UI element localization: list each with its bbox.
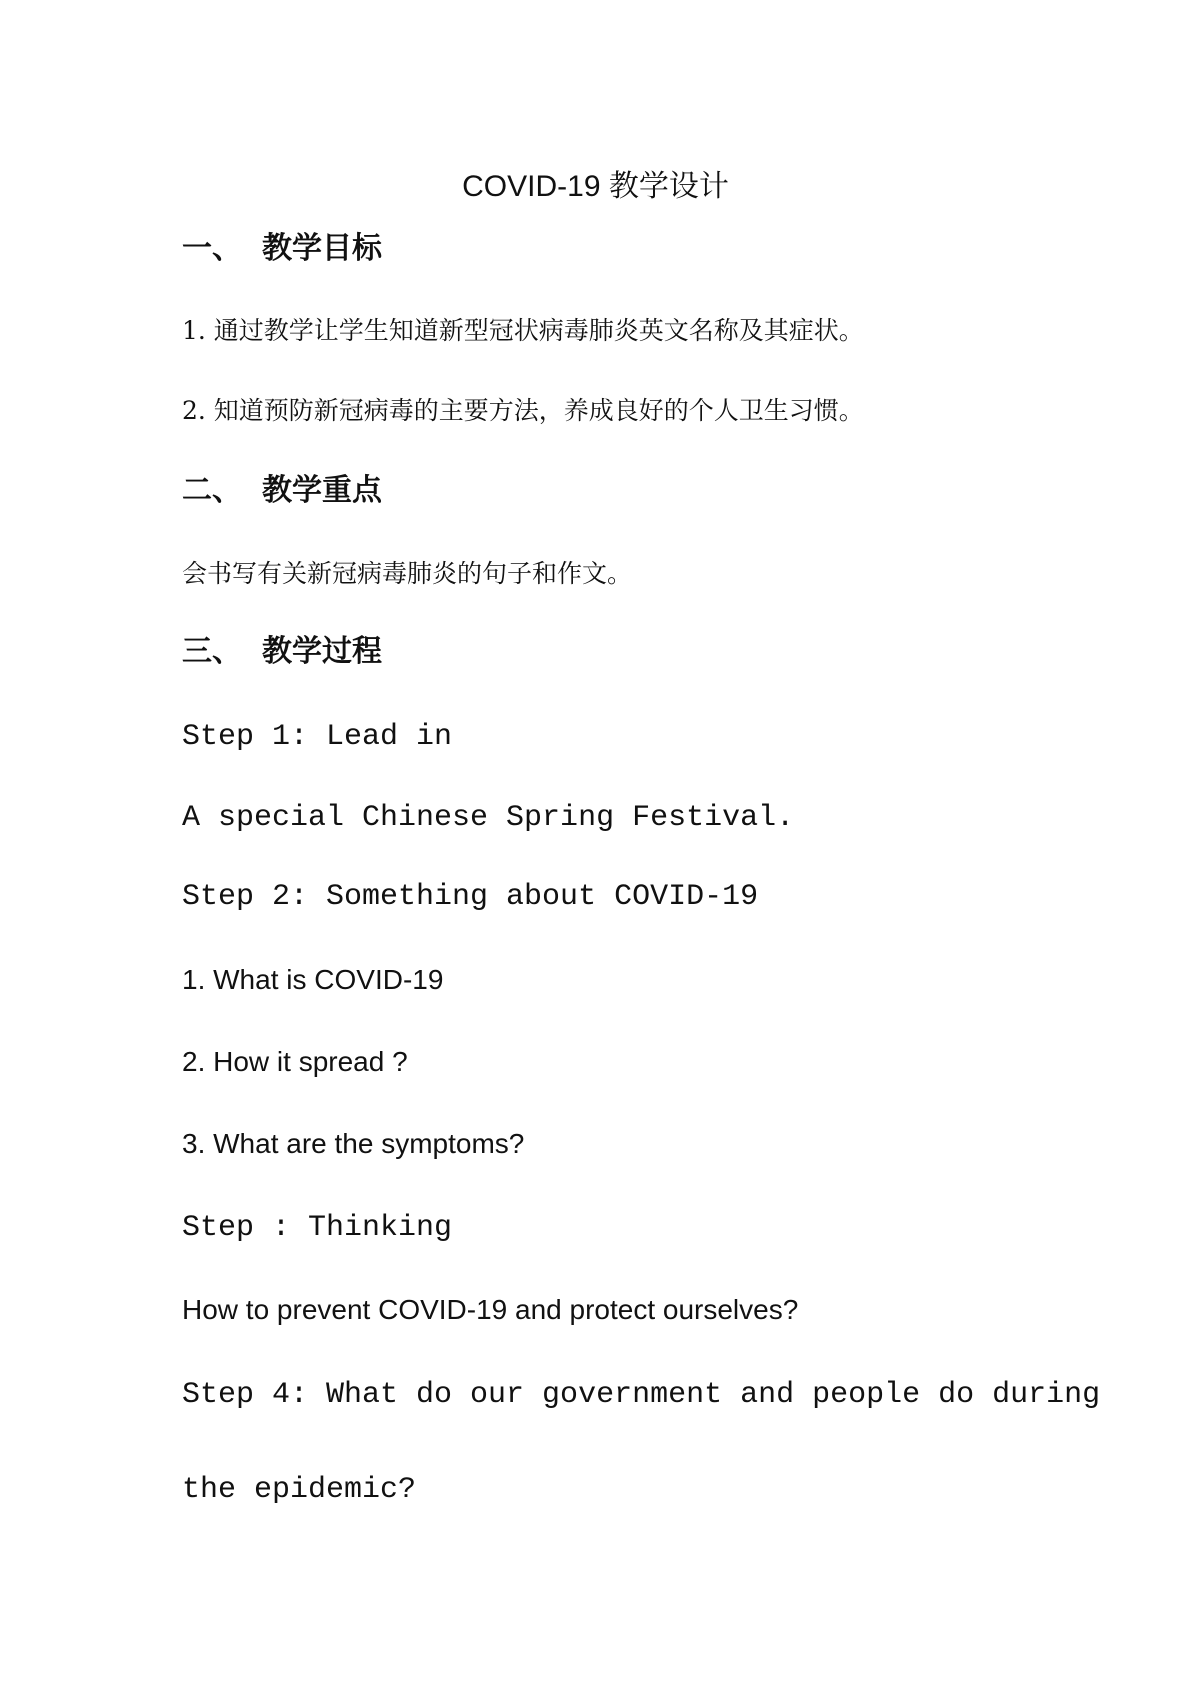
section-1-number: 一、 — [182, 231, 242, 266]
step-2-question-1: 1. What is COVID-19 — [182, 964, 444, 995]
step-2-question-2: 2. How it spread ? — [182, 1046, 408, 1077]
step-4-title-line-2: the epidemic? — [182, 1473, 417, 1507]
section-2-number: 二、 — [182, 473, 242, 508]
step-3-title: Step : Thinking — [182, 1211, 453, 1245]
section-1-title: 教学目标 — [262, 231, 382, 266]
objective-item-1: 1. 通过教学让学生知道新型冠状病毒肺炎英文名称及其症状。 — [182, 316, 864, 345]
step-2-title: Step 2: Something about COVID-19 — [182, 880, 759, 914]
section-2-title: 教学重点 — [262, 473, 382, 508]
step-1-text: A special Chinese Spring Festival. — [182, 801, 795, 835]
section-2-heading — [182, 473, 382, 508]
key-point-text: 会书写有关新冠病毒肺炎的句子和作文。 — [182, 559, 633, 588]
step-3-text: How to prevent COVID-19 and protect ourselves? — [182, 1294, 799, 1325]
step-2-question-3: 3. What are the symptoms? — [182, 1128, 525, 1159]
step-1-title: Step 1: Lead in — [182, 720, 453, 754]
section-3-title: 教学过程 — [262, 634, 382, 669]
objective-item-2: 2. 知道预防新冠病毒的主要方法，养成良好的个人卫生习惯。 — [182, 396, 864, 425]
section-3-heading — [182, 634, 382, 669]
section-3-number: 三、 — [182, 634, 242, 669]
step-4-title-line-1: Step 4: What do our government and people do during — [182, 1378, 1101, 1412]
page-title: COVID-19 教学设计 — [462, 170, 729, 203]
section-1-heading — [182, 231, 382, 266]
